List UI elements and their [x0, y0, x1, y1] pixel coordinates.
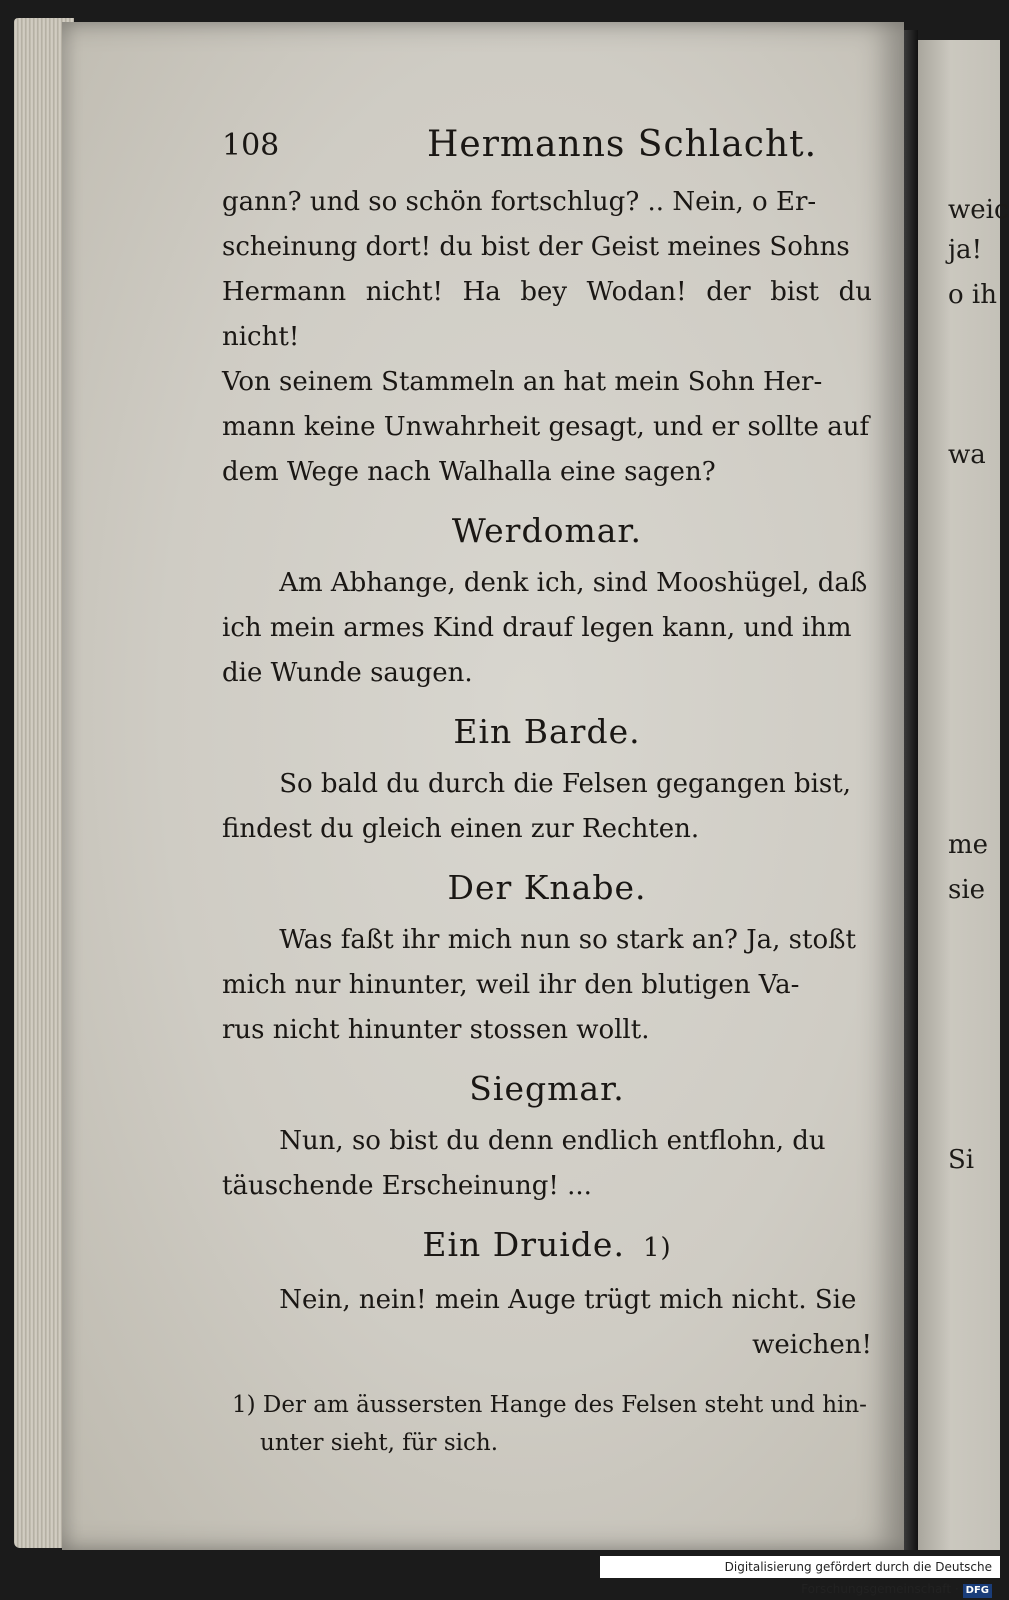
text-line: So bald du durch die Felsen gegangen bist, [279, 769, 851, 799]
text-line: rus nicht hinunter stossen wollt. [222, 1015, 650, 1045]
next-page-text: ja! [948, 235, 983, 265]
next-page-text: wa [948, 440, 986, 470]
text-line: die Wunde saugen. [222, 658, 473, 688]
speaker-name: Ein Barde. [453, 712, 641, 751]
paragraph [222, 1119, 872, 1209]
text-line: Nun, so bist du denn endlich entflohn, du [279, 1126, 826, 1156]
footnote-marker: 1) [232, 1392, 256, 1418]
paragraph [222, 762, 872, 852]
paragraph [222, 180, 872, 495]
text-line: ich mein armes Kind drauf legen kann, und ihm [222, 613, 852, 643]
page-number: 108 [222, 128, 280, 163]
next-page-text: Si [948, 1145, 975, 1175]
running-title: Hermanns Schlacht. [427, 124, 818, 165]
text-line: findest du gleich einen zur Rechten. [222, 814, 700, 844]
paragraph [222, 1278, 872, 1368]
text-line: gann? und so schön fortschlug? .. Nein, o Er- [222, 187, 817, 217]
next-page-fragment [918, 40, 1009, 1550]
speaker-name: Werdomar. [451, 511, 643, 550]
text-line: Was faßt ihr mich nun so stark an? Ja, stoßt [279, 925, 856, 955]
next-page-text: weic [948, 195, 1009, 225]
text-line: scheinung dort! du bist der Geist meines Sohns [222, 232, 850, 262]
dfg-logo: DFG [963, 1584, 992, 1598]
text-line: Hermann nicht! Ha bey Wodan! der bist du nicht! [222, 277, 872, 352]
book-gutter [904, 30, 918, 1550]
next-page-text: me [948, 830, 989, 860]
footnote-line: Der am äussersten Hange des Felsen steht und hin- [262, 1392, 867, 1418]
page-header [222, 120, 872, 180]
next-page-text: o ih [948, 280, 997, 310]
footnote-reference: 1) [642, 1233, 672, 1263]
text-line: mich nur hinunter, weil ihr den blutigen Va- [222, 970, 800, 1000]
text-line: täuschende Erscheinung! ... [222, 1171, 592, 1201]
text-line: Nein, nein! mein Auge trügt mich nicht. Sie [279, 1285, 857, 1315]
text-line: mann keine Unwahrheit gesagt, und er sollte auf [222, 412, 870, 442]
footnote-line: unter sieht, für sich. [260, 1430, 499, 1456]
speaker-name: Ein Druide. [422, 1225, 625, 1264]
paragraph [222, 561, 872, 696]
speaker-name: Siegmar. [469, 1069, 625, 1108]
speaker-heading [222, 1219, 872, 1274]
speaker-name: Der Knabe. [447, 868, 647, 907]
text-line: dem Wege nach Walhalla eine sagen? [222, 457, 716, 487]
paragraph [222, 918, 872, 1053]
text-line: Am Abhange, denk ich, sind Mooshügel, daß [279, 568, 868, 598]
digitization-credit-bar [600, 1556, 1000, 1596]
next-page-text: sie [948, 875, 986, 905]
page-content [222, 120, 872, 1462]
text-line: Von seinem Stammeln an hat mein Sohn Her- [222, 367, 823, 397]
credit-text: Digitalisierung gefördert durch die Deutsche Forschungsgemeinschaft · [724, 1560, 992, 1596]
footnote [232, 1386, 872, 1462]
text-line: weichen! [752, 1330, 872, 1360]
